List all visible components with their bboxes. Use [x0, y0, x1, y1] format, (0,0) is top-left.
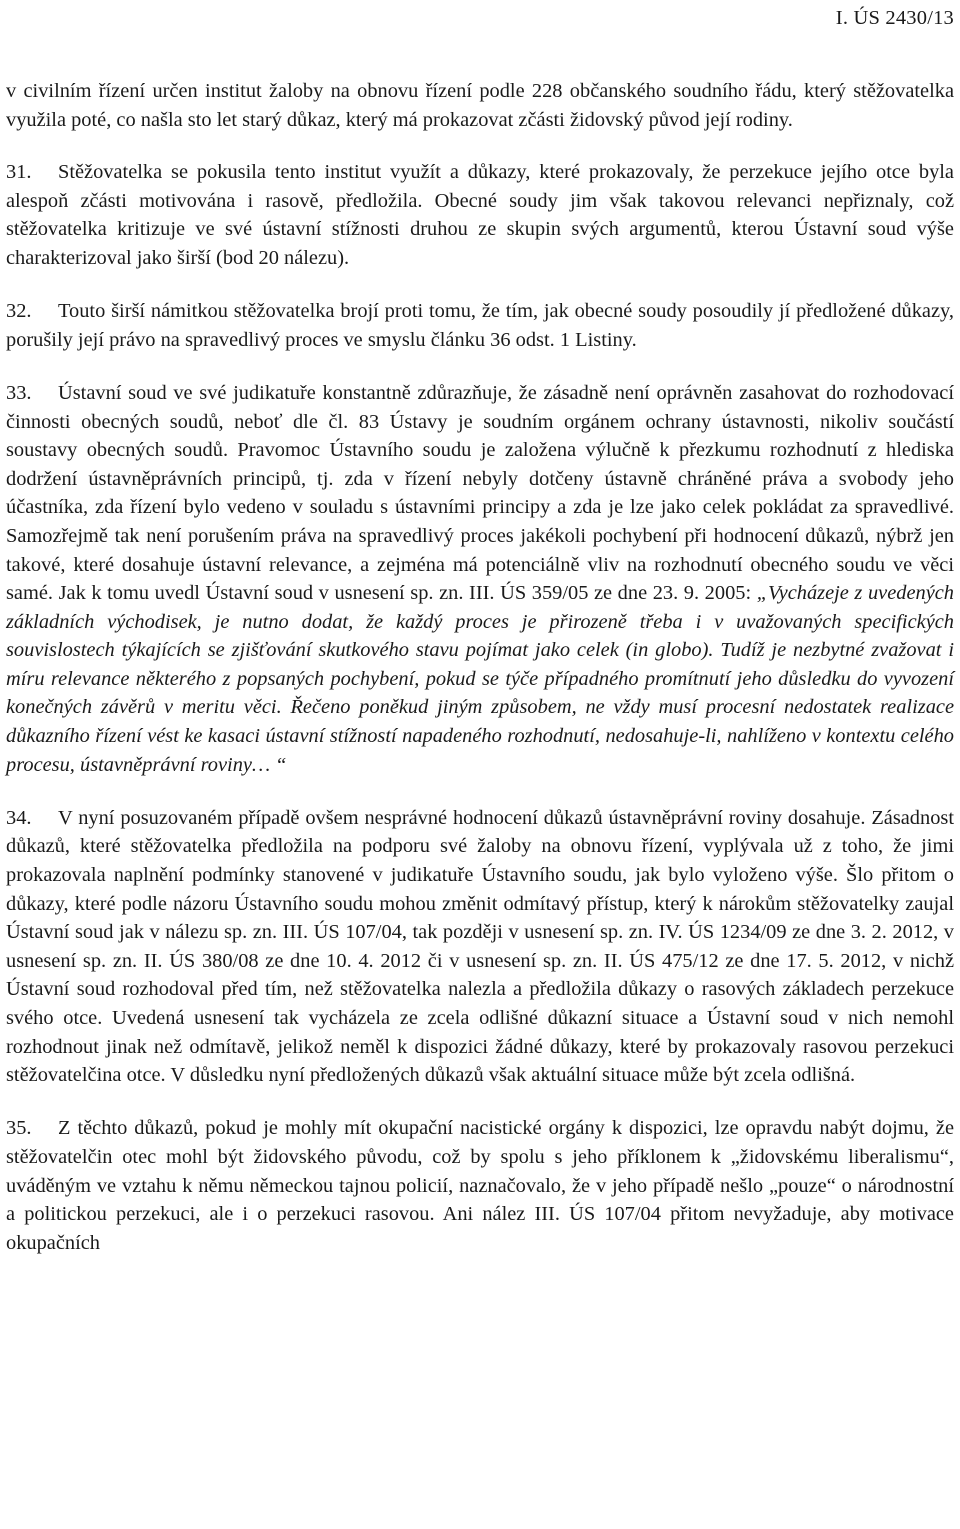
paragraph-continued [6, 77, 954, 134]
paragraph-35 [6, 1114, 954, 1257]
document-body [6, 77, 954, 1282]
paragraph-33 [6, 379, 954, 779]
paragraph-31 [6, 158, 954, 272]
paragraph-text: Z těchto důkazů, pokud je mohly mít okupační nacistické orgány k dispozici, lze opravdu nabýt dojmu, že stěžovatelčin otec mohl být židovského původu, což by spolu s jeho příklonem k „židovskému liberalismu“, uváděným ve vztahu k němu německou tajnou policií, naznačovalo, že v jeho případě nešlo „pouze“ o národnostní a politickou perzekuci, ale i o perzekuci rasovou. Ani nález III. ÚS 107/04 přitom nevyžaduje, aby motivace okupačních [6, 1117, 954, 1254]
paragraph-quote: „Vycházeje z uvedených základních východisek, je nutno dodat, že každý proces je přirozeně třeba i v uvažovaných specifických souvislostech týkajících se zjišťování skutkového stavu pojímat jako celek (in globo). Tudíž je nezbytné zvažovat i míru relevance některého z popsaných pochybení, pokud se týče případného promítnutí jeho důsledku do vyvození konečných závěrů v meritu věci. Řečeno poněkud jiným způsobem, ne vždy musí procesní nedostatek realizace důkazního řízení vést ke kasaci ústavní stížností napadeného rozhodnutí, nedosahuje-li, nahlíženo v kontextu celého procesu, ústavněprávní roviny… “ [6, 582, 954, 776]
paragraph-34 [6, 804, 954, 1090]
case-number-header: I. ÚS 2430/13 [835, 7, 954, 29]
paragraph-number: 33. [6, 381, 32, 404]
paragraph-number: 35. [6, 1117, 32, 1140]
paragraph-number: 31. [6, 161, 32, 184]
paragraph-number: 32. [6, 300, 32, 323]
paragraph-32 [6, 297, 954, 354]
paragraph-text: Stěžovatelka se pokusila tento institut využít a důkazy, které prokazovaly, že perzekuce jejího otce byla alespoň zčásti motivována i rasově, předložila. Obecné soudy jim však takovou relevanci nepřiznaly, což stěžovatelka kritizuje ve své ústavní stížnosti druhou ze skupin svých argumentů, kterou Ústavní soud výše charakterizoval jako širší (bod 20 nálezu). [6, 161, 954, 269]
paragraph-text: Touto širší námitkou stěžovatelka brojí proti tomu, že tím, jak obecné soudy posoudily jí předložené důkazy, porušily její právo na spravedlivý proces ve smyslu článku 36 odst. 1 Listiny. [6, 300, 954, 351]
paragraph-text: Ústavní soud ve své judikatuře konstantně zdůrazňuje, že zásadně není oprávněn zasahovat do rozhodovací činnosti obecných soudů, neboť dle čl. 83 Ústavy je soudním orgánem ochrany ústavnosti, nikoliv součástí soustavy obecných soudů. Pravomoc Ústavního soudu je založena výlučně k přezkumu rozhodnutí z hlediska dodržení ústavněprávních principů, tj. zda v řízení nebyly dotčeny ústavně chráněné práva a svobody jeho účastníka, zda řízení bylo vedeno v souladu s ústavními principy a zda je lze jako celek pokládat za spravedlivé. Samozřejmě tak není porušením práva na spravedlivý proces jakékoli pochybení při hodnocení důkazů, nýbrž jen takové, které dosahuje ústavní relevance, a zejména má potenciálně vliv na rozhodnutí obecného soudu ve věci samé. Jak k tomu uvedl Ústavní soud v usnesení sp. zn. III. ÚS 359/05 ze dne 23. 9. 2005: [6, 381, 954, 605]
paragraph-text: v civilním řízení určen institut žaloby na obnovu řízení podle 228 občanského soudního řádu, který stěžovatelka využila poté, co našla sto let starý důkaz, který má prokazovat zčásti židovský původ její rodiny. [6, 80, 954, 131]
paragraph-text: V nyní posuzovaném případě ovšem nesprávné hodnocení důkazů ústavněprávní roviny dosahuje. Zásadnost důkazů, které stěžovatelka předložila na podporu své žaloby na obnovu řízení, vyplývala už z toho, že jimi prokazovala naplnění podmínky stanovené v judikatuře Ústavního soudu, jak bylo vyloženo výše. Šlo přitom o důkazy, které podle názoru Ústavního soudu mohou změnit odmítavý přístup, který k nárokům stěžovatelky zaujal Ústavní soud jak v nálezu sp. zn. III. ÚS 107/04, tak později v usnesení sp. zn. IV. ÚS 1234/09 ze dne 3. 2. 2012, v usnesení sp. zn. II. ÚS 380/08 ze dne 10. 4. 2012 či v usnesení sp. zn. II. ÚS 475/12 ze dne 17. 5. 2012, v nichž Ústavní soud rozhodoval před tím, než stěžovatelka nalezla a předložila důkazy o rasových základech perzekuce svého otce. Uvedená usnesení tak vycházela ze zcela odlišné důkazní situace a Ústavní soud v nich nemohl rozhodnout jinak než odmítavě, jelikož neměl k dispozici žádné důkazy, které by prokazovaly rasovou perzekuci stěžovatelčina otce. V důsledku nyní předložených důkazů však aktuální situace může být zcela odlišná. [6, 806, 954, 1087]
paragraph-number: 34. [6, 806, 32, 829]
